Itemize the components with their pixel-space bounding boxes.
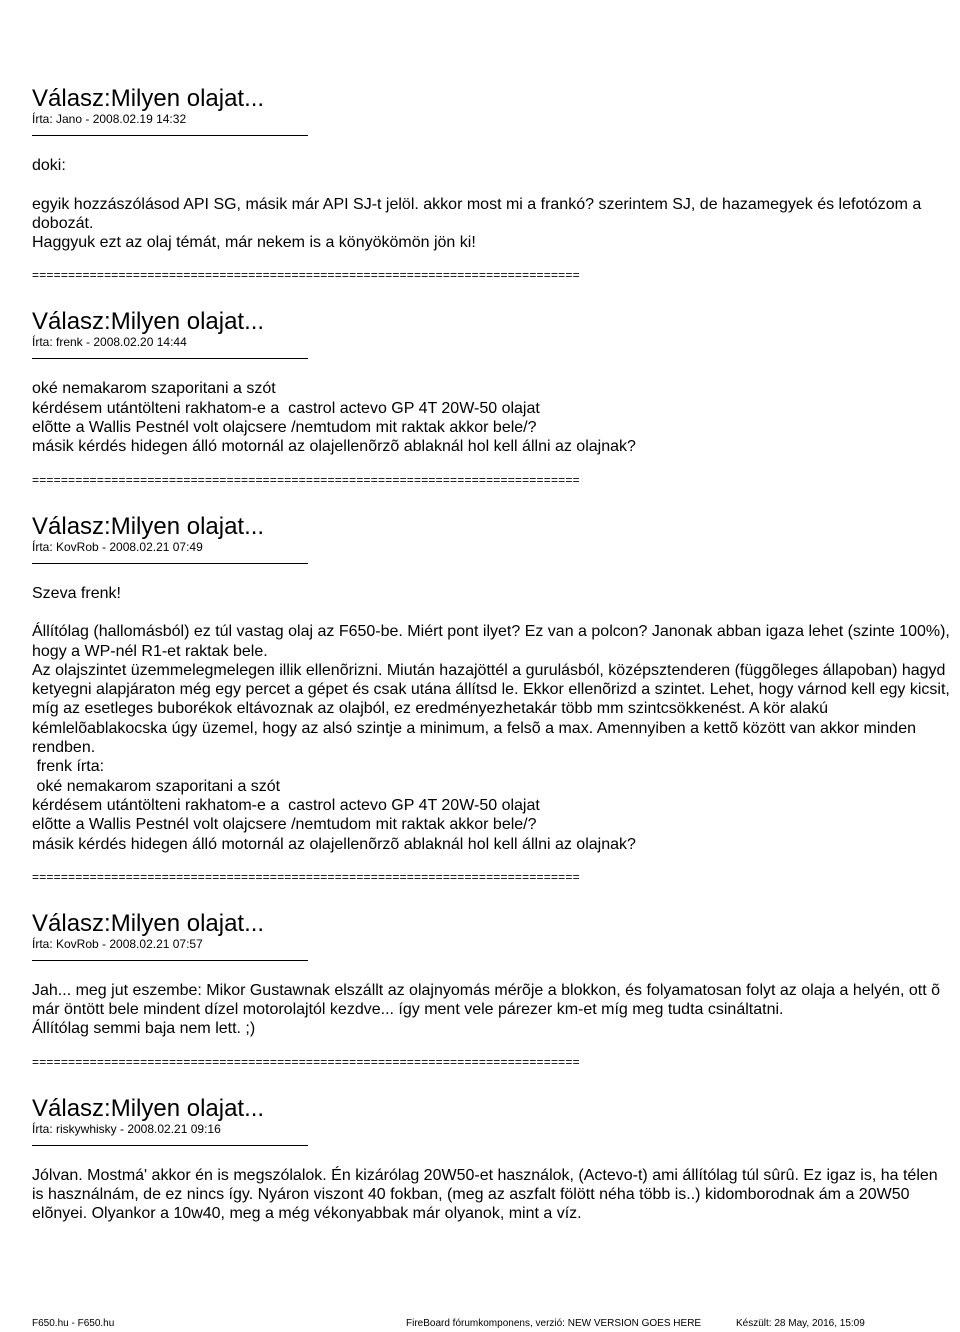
- post-body: Szeva frenk! Állítólag (hallomásból) ez túl vastag olaj az F650-be. Miért pont ilyet? Ez van a polcon? Janonak abban igaza lehet (szinte 100%), hogy a WP-nél R1-et raktak bele. Az olajszintet üzemmelegmelegen illik ellenõrizni. Miután hazajöttél a gurulásból, középsztenderen (függõleges állapoban) hagyd ketyegni alapjáraton még egy percet a gépet és csak utána állítsd le. Ekkor ellenõrizd a szintet. Lehet, hogy várnod kell egy kicsit, míg az esetleges buborékok eltávoznak az olajból, ez eredményezhetakár több mm szintcsökkenést. A kör alakú kémlelõablakocska úgy üzemel, hogy az alsó szintje a minimum, a felsõ a max. Amennyiben a kettõ között van akkor minden rendben. frenk írta: oké nemakarom szaporitani a szót kérdésem utántölteni rakhatom-e a castrol actevo GP 4T 20W-50 olajat elõtte a Wallis Pestnél volt olajcsere /nemtudom mit raktak akkor bele/? másik kérdés hidegen álló motornál az olajellenõrzõ ablaknál hol kell állni az olajnak?: [32, 584, 950, 853]
- post-title: Válasz:Milyen olajat...: [32, 308, 265, 336]
- forum-thread: [32, 86, 952, 1224]
- forum-post: [32, 309, 952, 486]
- post-author-date: Írta: KovRob - 2008.02.21 07:57: [32, 936, 203, 951]
- post-body: Jólvan. Mostmá' akkor én is megszólalok. Én kizárólag 20W50-et használok, (Actevo-t) ami állítólag túl sûrû. Ez igaz is, ha télen is használnám, de ez nincs így. Nyáron viszont 40 fokban, (meg az aszfalt fölött néha több is..) kidomborodnak ám a 20W50 elõnyei. Olyankor a 10w40, meg a még vékonyabbak már olyanok, mint a víz.: [32, 1166, 943, 1223]
- post-separator: ============================================================================: [32, 268, 580, 283]
- post-divider: [32, 135, 308, 136]
- forum-post: [32, 86, 952, 282]
- post-author-date: Írta: Jano - 2008.02.19 14:32: [32, 112, 187, 126]
- page-footer: [32, 1318, 932, 1332]
- post-title: Válasz:Milyen olajat...: [32, 85, 265, 112]
- footer-component: FireBoard fórumkomponens, verzió: NEW VERSION GOES HERE: [406, 1318, 702, 1329]
- post-divider: [32, 563, 308, 564]
- post-divider: [32, 1145, 308, 1146]
- post-separator: ============================================================================: [32, 869, 580, 884]
- post-separator: ============================================================================: [32, 472, 580, 487]
- post-body: Jah... meg jut eszembe: Mikor Gustawnak elszállt az olajnyomás mérõje a blokkon, és folyamatosan folyt az olaja a helyén, ott õ már öntött bele mindent dízel motorolajtól kezdve... így ment vele párezer km-et míg meg tudta csinált​atni. Állítólag semmi baja nem lett. ;): [32, 981, 940, 1038]
- post-body: doki: egyik hozzászólásod API SG, másik már API SJ-t jelöl. akkor most mi a frankó? szerintem SJ, de hazamegyek és lefotózom a dobozát. Haggyuk ezt az olaj témát, már nekem is a könyökömön jön ki!: [32, 157, 922, 252]
- post-title: Válasz:Milyen olajat...: [32, 512, 265, 540]
- footer-generated: Készült: 28 May, 2016, 15:09: [736, 1318, 865, 1329]
- post-divider: [32, 960, 308, 961]
- forum-post: [32, 911, 952, 1069]
- post-body: oké nemakarom szaporitani a szót kérdésem utántölteni rakhatom-e a castrol actevo GP 4T 20W-50 olajat elõtte a Wallis Pestnél volt olajcsere /nemtudom mit raktak akkor bele/? másik kérdés hidegen álló motornál az olajellenõrzõ ablaknál hol kell állni az olajnak?: [32, 380, 636, 456]
- footer-site: F650.hu - F650.hu: [32, 1318, 115, 1329]
- post-author-date: Írta: frenk - 2008.02.20 14:44: [32, 335, 187, 350]
- post-author-date: Írta: KovRob - 2008.02.21 07:49: [32, 539, 203, 554]
- post-separator: ============================================================================: [32, 1054, 580, 1069]
- post-divider: [32, 358, 308, 359]
- post-author-date: Írta: riskywhisky - 2008.02.21 09:16: [32, 1121, 221, 1136]
- forum-post: [32, 514, 952, 884]
- post-title: Válasz:Milyen olajat...: [32, 909, 265, 937]
- post-title: Válasz:Milyen olajat...: [32, 1094, 265, 1122]
- forum-post: [32, 1096, 952, 1224]
